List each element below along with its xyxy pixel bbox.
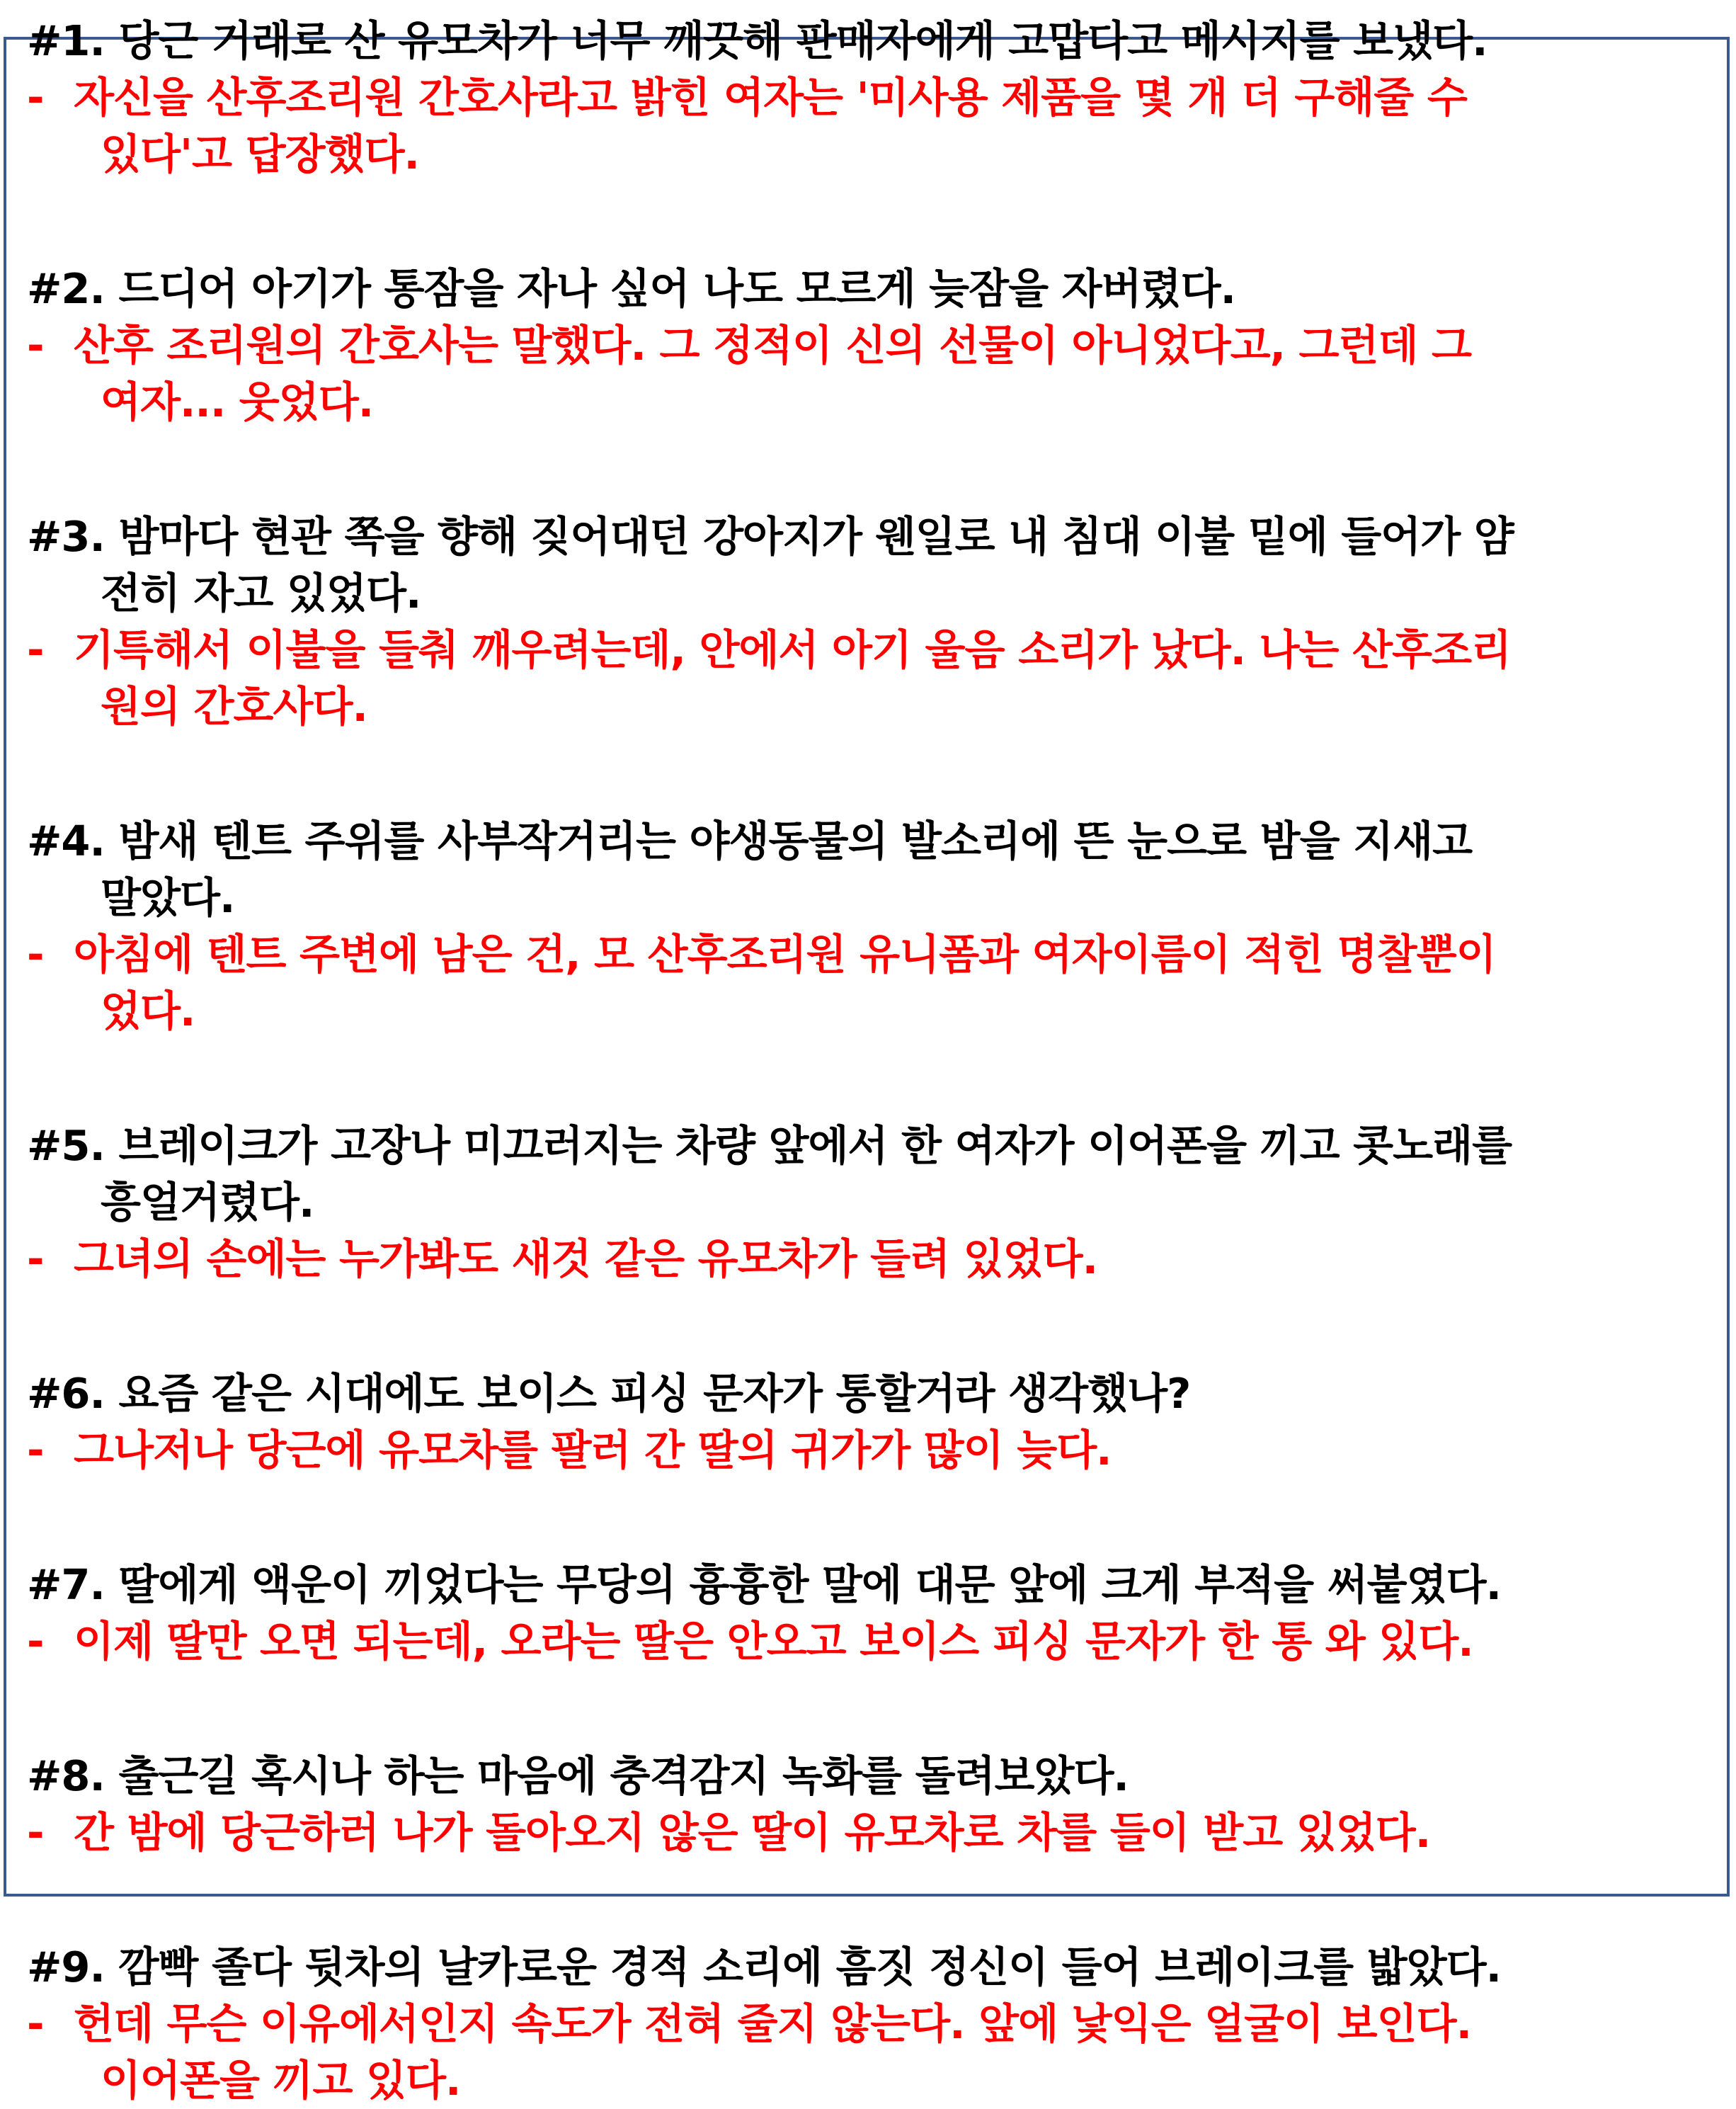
question-line: #9. 깜빡 졸다 뒷차의 날카로운 경적 소리에 흠짓 정신이 들어 브레이크를 밟았다. bbox=[27, 1943, 1502, 1991]
answer-text: 그나저나 당근에 유모차를 팔러 간 딸의 귀가가 많이 늦다. bbox=[74, 1426, 1112, 1474]
story-entry-4 bbox=[27, 813, 1726, 1040]
question-line: #6. 요즘 같은 시대에도 보이스 피싱 문자가 통할거라 생각했나? bbox=[27, 1369, 1191, 1418]
question-line: #2. 드디어 아기가 통잠을 자나 싶어 나도 모르게 늦잠을 자버렸다. bbox=[27, 264, 1236, 313]
story-entry-5 bbox=[27, 1118, 1726, 1287]
story-entry-2 bbox=[27, 261, 1726, 431]
question-continuation: 전히 자고 있었다. bbox=[101, 569, 421, 618]
story-list bbox=[27, 13, 1726, 2109]
story-entry-3 bbox=[27, 508, 1726, 735]
answer-line bbox=[27, 317, 1726, 374]
question-line: #5. 브레이크가 고장나 미끄러지는 차량 앞에서 한 여자가 이어폰을 끼고 콧노래를 bbox=[27, 1121, 1512, 1170]
answer-continuation bbox=[27, 374, 1726, 431]
story-entry-8 bbox=[27, 1748, 1726, 1861]
question-line: #3. 밤마다 현관 쪽을 향해 짖어대던 강아지가 웬일로 내 침대 이불 밑에 들어가 얌 bbox=[27, 512, 1514, 561]
answer-line bbox=[27, 1804, 1726, 1861]
question-line: #4. 밤새 텐트 주위를 사부작거리는 야생동물의 발소리에 뜬 눈으로 밤을 지새고 bbox=[27, 817, 1473, 865]
answer-dash: - bbox=[27, 1808, 44, 1857]
answer-text: 자신을 산후조리원 간호사라고 밝힌 여자는 '미사용 제품을 몇 개 더 구해줄 수 bbox=[74, 73, 1467, 122]
answer-dash: - bbox=[27, 1426, 44, 1474]
story-entry-9 bbox=[27, 1939, 1726, 2109]
answer-text: 간 밤에 당근하러 나가 돌아오지 않은 딸이 유모차로 차를 들이 받고 있었다. bbox=[74, 1808, 1431, 1857]
answer-line bbox=[27, 1231, 1726, 1287]
answer-text: 이어폰을 끼고 있다. bbox=[101, 2056, 461, 2105]
answer-line bbox=[27, 1422, 1726, 1479]
answer-text: 헌데 무슨 이유에서인지 속도가 전혀 줄지 않는다. 앞에 낯익은 얼굴이 보인다. bbox=[74, 1999, 1472, 2048]
question-line: #7. 딸에게 액운이 끼었다는 무당의 흉흉한 말에 대문 앞에 크게 부적을 써붙였다. bbox=[27, 1560, 1502, 1609]
answer-dash: - bbox=[27, 321, 44, 370]
answer-continuation bbox=[27, 983, 1726, 1040]
answer-text: 산후 조리원의 간호사는 말했다. 그 정적이 신의 선물이 아니었다고, 그런데 그 bbox=[74, 321, 1472, 370]
answer-dash: - bbox=[27, 1617, 44, 1666]
answer-dash: - bbox=[27, 930, 44, 979]
question-continuation: 흥얼거렸다. bbox=[101, 1178, 314, 1227]
story-entry-7 bbox=[27, 1557, 1726, 1670]
question-continuation: 말았다. bbox=[101, 873, 235, 922]
story-entry-6 bbox=[27, 1365, 1726, 1479]
answer-line bbox=[27, 1996, 1726, 2052]
answer-dash: - bbox=[27, 73, 44, 122]
story-entry-1 bbox=[27, 13, 1726, 183]
answer-text: 었다. bbox=[101, 987, 195, 1035]
answer-continuation bbox=[27, 2052, 1726, 2109]
answer-text: 여자... 웃었다. bbox=[101, 377, 374, 426]
answer-continuation bbox=[27, 678, 1726, 735]
answer-line bbox=[27, 69, 1726, 126]
answer-line bbox=[27, 622, 1726, 678]
answer-text: 원의 간호사다. bbox=[101, 682, 367, 731]
answer-line bbox=[27, 926, 1726, 983]
answer-text: 있다'고 답장했다. bbox=[101, 130, 419, 178]
answer-continuation bbox=[27, 126, 1726, 183]
answer-text: 그녀의 손에는 누가봐도 새것 같은 유모차가 들려 있었다. bbox=[74, 1234, 1098, 1283]
answer-dash: - bbox=[27, 625, 44, 674]
answer-dash: - bbox=[27, 1999, 44, 2048]
answer-text: 아침에 텐트 주변에 남은 건, 모 산후조리원 유니폼과 여자이름이 적힌 명찰뿐이 bbox=[74, 930, 1496, 979]
answer-dash: - bbox=[27, 1234, 44, 1283]
question-line: #8. 출근길 혹시나 하는 마음에 충격감지 녹화를 돌려보았다. bbox=[27, 1751, 1129, 1800]
answer-line bbox=[27, 1613, 1726, 1670]
question-line: #1. 당근 거래로 산 유모차가 너무 깨끗해 판매자에게 고맙다고 메시지를 보냈다. bbox=[27, 16, 1487, 65]
answer-text: 이제 딸만 오면 되는데, 오라는 딸은 안오고 보이스 피싱 문자가 한 통 와 있다. bbox=[74, 1617, 1473, 1666]
answer-text: 기특해서 이불을 들춰 깨우려는데, 안에서 아기 울음 소리가 났다. 나는 산후조리 bbox=[74, 625, 1512, 674]
